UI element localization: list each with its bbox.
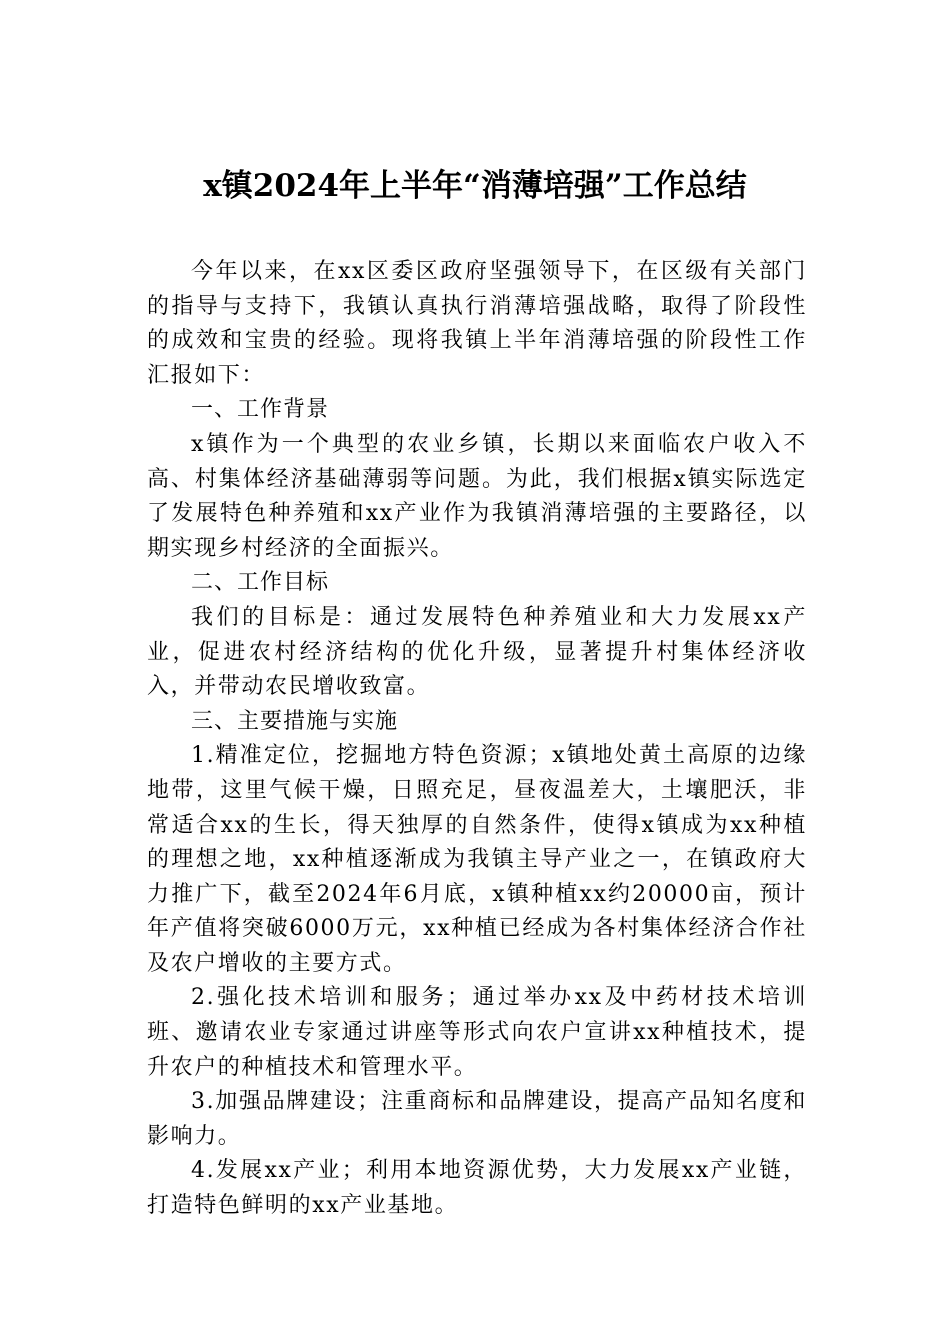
document-body (147, 255, 807, 1224)
measure-paragraph-4: 4.发展xx产业；利用本地资源优势，大力发展xx产业链，打造特色鲜明的xx产业基地。 (147, 1158, 807, 1219)
section-heading-goals: 二、工作目标 (191, 570, 330, 596)
goals-paragraph: 我们的目标是：通过发展特色种养殖业和大力发展xx产业，促进农村经济结构的优化升级，显著提升村集体经济收入，并带动农民增收致富。 (147, 604, 807, 700)
background-paragraph: x镇作为一个典型的农业乡镇，长期以来面临农户收入不高、村集体经济基础薄弱等问题。为此，我们根据x镇实际选定了发展特色种养殖和xx产业作为我镇消薄培强的主要路径，以期实现乡村经济的全面振兴。 (147, 431, 807, 561)
intro-paragraph: 今年以来，在xx区委区政府坚强领导下，在区级有关部门的指导与支持下，我镇认真执行消薄培强战略，取得了阶段性的成效和宝贵的经验。现将我镇上半年消薄培强的阶段性工作汇报如下： (147, 259, 807, 388)
section-heading-background: 一、工作背景 (191, 397, 330, 423)
document-title: x镇2024年上半年“消薄培强”工作总结 (203, 168, 747, 204)
measure-paragraph-2: 2.强化技术培训和服务；通过举办xx及中药材技术培训班、邀请农业专家通过讲座等形式向农户宣讲xx种植技术，提升农户的种植技术和管理水平。 (147, 985, 807, 1080)
measure-paragraph-3: 3.加强品牌建设；注重商标和品牌建设，提高产品知名度和影响力。 (147, 1089, 807, 1149)
section-heading-measures: 三、主要措施与实施 (191, 708, 399, 734)
measure-paragraph-1: 1.精准定位，挖掘地方特色资源；x镇地处黄土高原的边缘地带，这里气候干燥，日照充足，昼夜温差大，土壤肥沃，非常适合xx的生长，得天独厚的自然条件，使得x镇成为xx种植的理想之地，xx种植逐渐成为我镇主导产业之一，在镇政府大力推广下，截至2024年6月底，x镇种植xx约20000亩，预计年产值将突破6000万元，xx种植已经成为各村集体经济合作社及农户增收的主要方式。 (147, 743, 807, 976)
